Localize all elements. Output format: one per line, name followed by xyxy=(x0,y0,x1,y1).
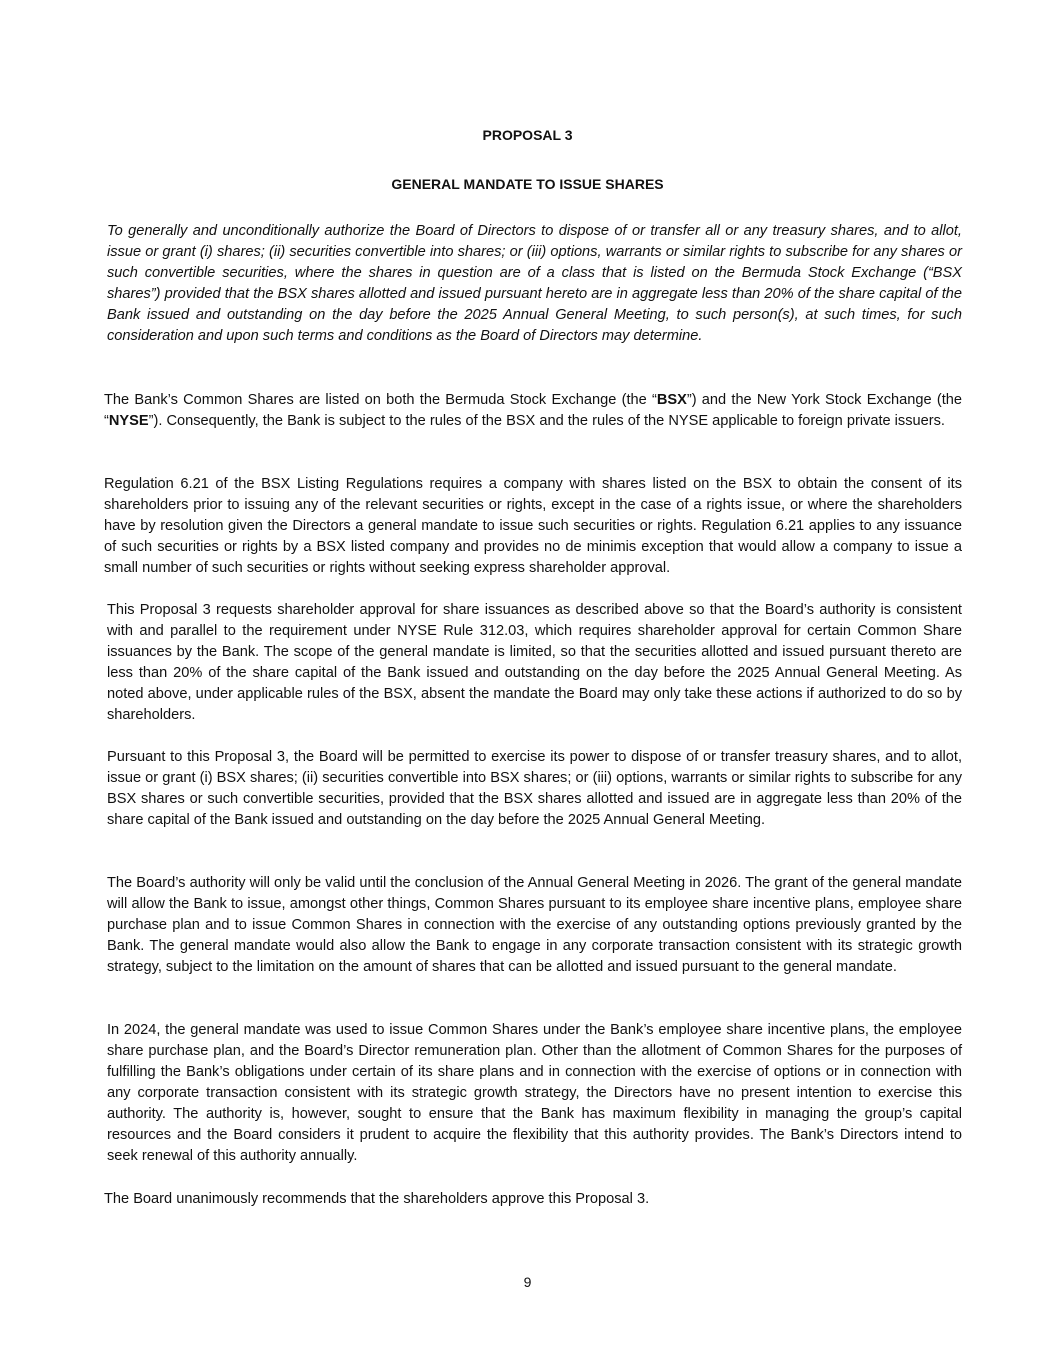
proposal-title: PROPOSAL 3 xyxy=(482,127,573,143)
proposal-subtitle: GENERAL MANDATE TO ISSUE SHARES xyxy=(391,176,664,192)
regulation-paragraph: Regulation 6.21 of the BSX Listing Regulations requires a company with shares listed on the BSX to obtain the consent of its shareholders prior to issuing any of the relevant securities or rights, except in the case of a rights issue, or where the shareholders have by resolution given the Directors a general mandate to issue such securities or rights. Regulation 6.21 applies to any issuance of such securities or rights by a BSX listed company and provides no de minimis exception that would allow a company to issue a small number of such securities or rights without seeking express shareholder approval. xyxy=(104,476,962,576)
listing-text-1: The Bank’s Common Shares are listed on both the Bermuda Stock Exchange (the “ xyxy=(104,392,657,408)
nyse-term: NYSE xyxy=(108,413,149,429)
bsx-term: BSX xyxy=(656,392,687,408)
recommendation-paragraph: The Board unanimously recommends that the shareholders approve this Proposal 3. xyxy=(104,1191,650,1207)
pursuant-paragraph: Pursuant to this Proposal 3, the Board will be permitted to exercise its power to dispose of or transfer treasury shares, and to allot, issue or grant (i) BSX shares; (ii) securities convertible into BSX shares; or (iii) options, warrants or similar rights to subscribe for any BSX shares or such convertible securities, provided that the BSX shares allotted and issued are in aggregate less than 20% of the share capital of the Bank issued and outstanding on the day before the 2025 Annual General Meeting. xyxy=(107,749,962,828)
resolution-text: To generally and unconditionally authorize the Board of Directors to dispose of or transfer all or any treasury shares, and to allot, issue or grant (i) shares; (ii) securities convertible into shares; or (iii) options, warrants or similar rights to subscribe for any shares or such convertible securities, where the shares in question are of a class that is listed on the Bermuda Stock Exchange (“BSX shares”) provided that the BSX shares allotted and issued pursuant hereto are in aggregate less than 20% of the share capital of the Bank issued and outstanding on the day before the 2025 Annual General Meeting, to such person(s), at such times, for such consideration and upon such terms and conditions as the Board of Directors may determine. xyxy=(107,223,962,344)
history-paragraph: In 2024, the general mandate was used to issue Common Shares under the Bank’s employee share incentive plans, the employee share purchase plan, and the Board’s Director remuneration plan. Other than the allotment of Common Shares for the purposes of fulfilling the Bank’s obligations under certain of its share plans and in connection with the exercise of options or in connection with any corporate transaction consistent with its strategic growth strategy, the Directors have no present intention to exercise this authority. The authority is, however, sought to ensure that the Bank has maximum flexibility in managing the group’s capital resources and the Board considers it prudent to acquire the flexibility that this authority provides. The Bank’s Directors intend to seek renewal of this authority annually. xyxy=(107,1022,962,1164)
listing-paragraph xyxy=(104,390,962,432)
approval-paragraph: This Proposal 3 requests shareholder approval for share issuances as described above so that the Board’s authority is consistent with and parallel to the requirement under NYSE Rule 312.03, which requires shareholder approval for certain Common Share issuances by the Bank. The scope of the general mandate is limited, so that the securities allotted and issued pursuant thereto are less than 20% of the share capital of the Bank issued and outstanding on the day before the 2025 Annual General Meeting. As noted above, under applicable rules of the BSX, absent the mandate the Board may only take these actions if authorized to do so by shareholders. xyxy=(107,602,962,723)
listing-text-3: ”). Consequently, the Bank is subject to the rules of the BSX and the rules of the NYSE applicable to foreign private issuers. xyxy=(148,413,945,429)
validity-paragraph: The Board’s authority will only be valid until the conclusion of the Annual General Meeting in 2026. The grant of the general mandate will allow the Bank to issue, amongst other things, Common Shares pursuant to its employee share incentive plans, employee share purchase plan and to issue Common Shares in connection with the exercise of any outstanding options previously granted by the Bank. The general mandate would also allow the Bank to engage in any corporate transaction consistent with its strategic growth strategy, subject to the limitation on the amount of shares that can be allotted and issued pursuant to the general mandate. xyxy=(107,875,962,975)
listing-text-2: ”) and the New York Stock Exchange (the “ xyxy=(104,392,962,429)
page-number: 9 xyxy=(523,1274,532,1290)
